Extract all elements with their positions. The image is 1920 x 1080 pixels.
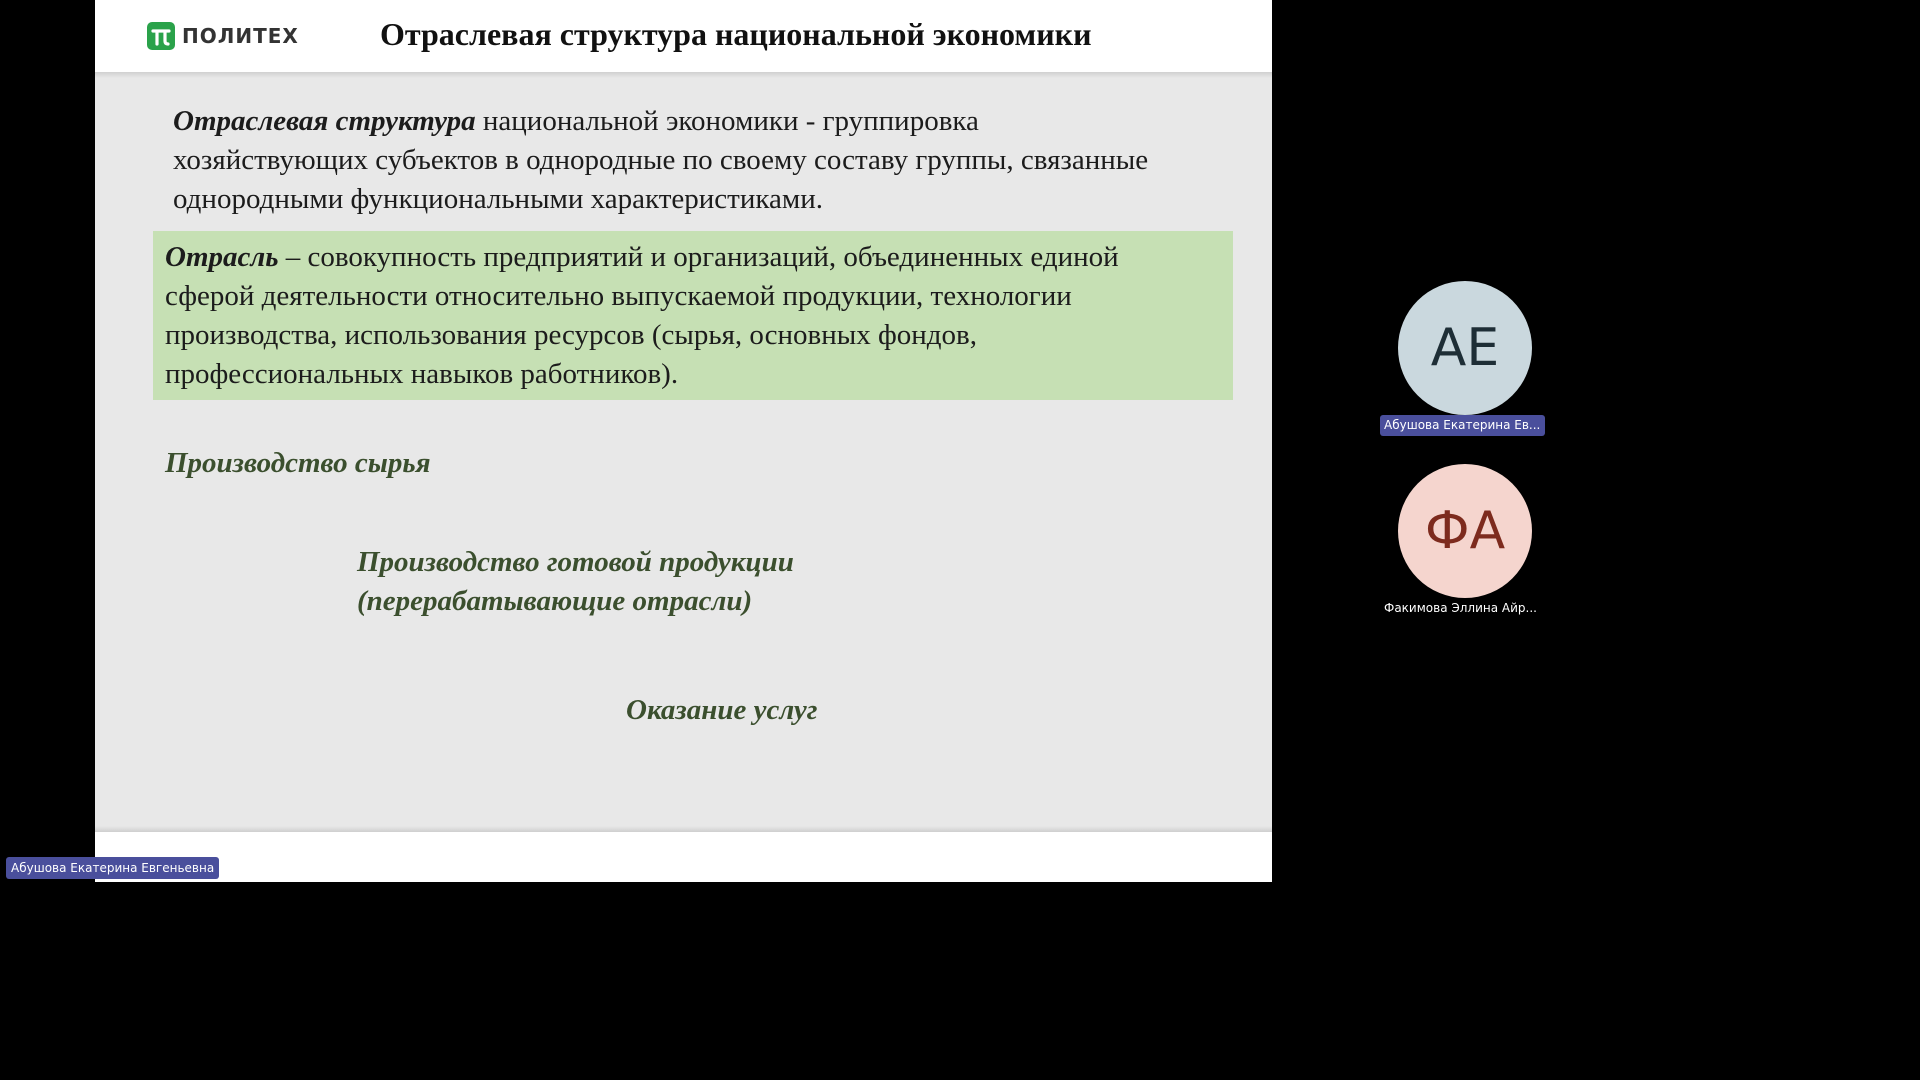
participant-avatar-ae[interactable]: АЕ <box>1398 281 1532 415</box>
definition-industry <box>165 238 1205 394</box>
active-speaker-name-tag: Абушова Екатерина Евгеньевна <box>6 857 219 879</box>
category-raw-materials: Производство сырья <box>165 447 431 479</box>
term-industry-structure: Отраслевая структура <box>173 105 476 137</box>
term-industry: Отрасль <box>165 241 279 273</box>
polytech-logo <box>147 20 299 52</box>
presentation-slide <box>95 0 1272 882</box>
slide-footer <box>95 832 1272 882</box>
participant-name-label: Факимова Эллина Айр... <box>1384 601 1537 615</box>
polytech-logo-icon <box>147 22 175 50</box>
participant-avatar-fa[interactable]: ФА <box>1398 464 1532 598</box>
logo-text: ПОЛИТЕХ <box>182 24 299 48</box>
slide-header <box>95 0 1272 74</box>
definition-industry-structure-text: национальной экономики - группировка хозяйствующих субъектов в однородные по своему составу группы, связанные однородными функциональными характеристиками. <box>173 105 1149 215</box>
participant-name-tag: Абушова Екатерина Ев... <box>1380 415 1545 436</box>
category-finished-goods-line1: Производство готовой продукции <box>357 546 794 578</box>
category-finished-goods <box>357 543 794 621</box>
slide-title: Отраслевая структура национальной экономики <box>380 16 1092 52</box>
definition-industry-structure <box>173 102 1173 219</box>
category-services: Оказание услуг <box>626 694 818 726</box>
category-finished-goods-line2: (перерабатывающие отрасли) <box>357 585 753 617</box>
definition-industry-text: – совокупность предприятий и организаций, объединенных единой сферой деятельности относительно выпускаемой продукции, технологии производства, использования ресурсов (сырья, основных фондов, профессиональных навыков работников). <box>165 241 1119 390</box>
header-divider <box>95 72 1272 78</box>
